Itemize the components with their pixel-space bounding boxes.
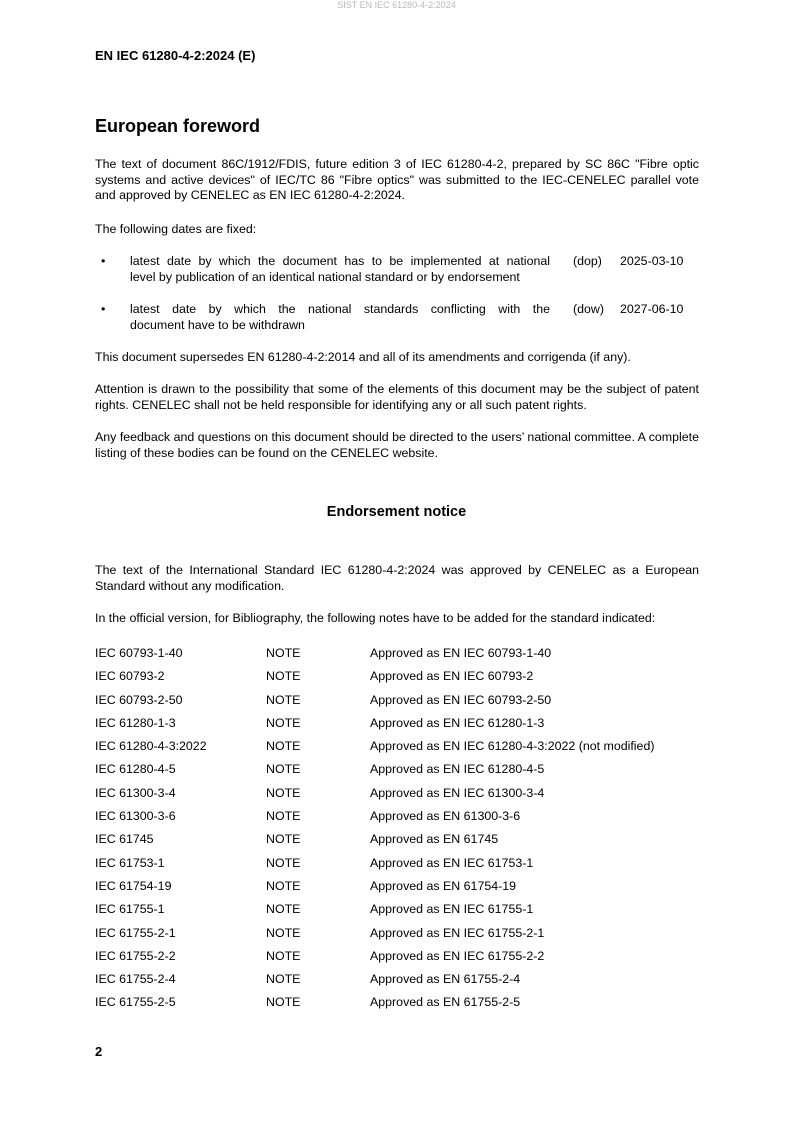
- foreword-paragraph-3: This document supersedes EN 61280-4-2:2014 and all of its amendments and corrigenda (if any).: [95, 350, 631, 364]
- note-standard: IEC 61745: [95, 832, 154, 847]
- note-label: NOTE: [266, 855, 301, 870]
- note-text: Approved as EN IEC 60793-1-40: [370, 646, 552, 660]
- note-standard: IEC 60793-2: [95, 669, 165, 684]
- date-item-line-2: level by publication of an identical national standard or by endorsement: [130, 269, 520, 284]
- foreword-paragraph-1: The text of document 86C/1912/FDIS, future edition 3 of IEC 61280-4-2, prepared by SC 86C "Fibre optic systems and active devices" of IEC/TC 86 "Fibre optics" was submitted to the IEC-CENELEC parallel vote and approved by CENELEC as EN IEC 61280-4-2:2024.: [95, 157, 699, 202]
- note-label: NOTE: [266, 739, 301, 754]
- note-standard: IEC 61755-2-1: [95, 925, 176, 940]
- note-standard: IEC 61300-3-4: [95, 785, 176, 800]
- date-item-line-1: latest date by which the national standards conflicting with the: [130, 302, 550, 316]
- note-label: NOTE: [266, 948, 301, 963]
- endorsement-paragraph-2: In the official version, for Bibliography, the following notes have to be added for the standard indicated:: [95, 611, 656, 625]
- note-standard: IEC 61753-1: [95, 855, 165, 870]
- foreword-paragraph-2: The following dates are fixed:: [95, 222, 257, 236]
- note-label: NOTE: [266, 832, 301, 847]
- note-text: Approved as EN IEC 61280-1-3: [370, 715, 545, 730]
- date-item-date: 2027-06-10: [620, 302, 684, 316]
- note-standard: IEC 61280-1-3: [95, 715, 176, 730]
- date-item-line-1: latest date by which the document has to be implemented at national: [130, 254, 550, 268]
- date-item-description: [130, 254, 550, 285]
- note-standard: IEC 61755-1: [95, 902, 165, 917]
- note-text: Approved as EN IEC 61300-3-4: [370, 785, 545, 800]
- note-standard: IEC 61280-4-5: [95, 762, 176, 777]
- foreword-heading: European foreword: [95, 116, 261, 136]
- note-text: Approved as EN IEC 61755-2-2: [370, 948, 545, 963]
- date-item-code: (dop): [573, 254, 602, 268]
- note-text: Approved as EN IEC 60793-2-50: [370, 692, 552, 707]
- page-number: 2: [95, 1044, 103, 1059]
- note-label: NOTE: [266, 692, 301, 707]
- note-text: Approved as EN IEC 61755-1: [370, 902, 534, 917]
- note-text: Approved as EN IEC 61753-1: [370, 855, 534, 870]
- note-text: Approved as EN IEC 61280-4-3:2022 (not modified): [370, 739, 655, 754]
- note-label: NOTE: [266, 995, 301, 1010]
- date-item-date: 2025-03-10: [620, 254, 684, 268]
- note-standard: IEC 61755-2-4: [95, 972, 176, 987]
- note-standard: IEC 61754-19: [95, 878, 172, 893]
- date-item-code: (dow): [573, 302, 604, 316]
- note-standard: IEC 61280-4-3:2022: [95, 739, 207, 754]
- note-label: NOTE: [266, 925, 301, 940]
- note-standard: IEC 61300-3-6: [95, 809, 176, 824]
- note-text: Approved as EN 61755-2-4: [370, 972, 521, 987]
- document-id: EN IEC 61280-4-2:2024 (E): [95, 48, 256, 63]
- note-text: Approved as EN 61755-2-5: [370, 995, 521, 1010]
- note-label: NOTE: [266, 646, 301, 660]
- note-label: NOTE: [266, 902, 301, 917]
- note-label: NOTE: [266, 785, 301, 800]
- note-label: NOTE: [266, 809, 301, 824]
- note-label: NOTE: [266, 669, 301, 684]
- note-label: NOTE: [266, 762, 301, 777]
- note-text: Approved as EN IEC 60793-2: [370, 669, 534, 684]
- bullet-icon: •: [101, 254, 106, 268]
- note-text: Approved as EN 61300-3-6: [370, 809, 521, 824]
- endorsement-heading: Endorsement notice: [326, 504, 467, 520]
- note-label: NOTE: [266, 972, 301, 987]
- note-standard: IEC 60793-2-50: [95, 692, 183, 707]
- date-item-line-2: document have to be withdrawn: [130, 317, 305, 332]
- note-text: Approved as EN IEC 61280-4-5: [370, 762, 545, 777]
- bullet-icon: •: [101, 302, 106, 316]
- note-text: Approved as EN 61745: [370, 832, 499, 847]
- note-standard: IEC 61755-2-5: [95, 995, 176, 1010]
- foreword-paragraph-4: Attention is drawn to the possibility that some of the elements of this document may be the subject of patent rights. CENELEC shall not be held responsible for identifying any or all such patent rights.: [95, 382, 699, 412]
- note-text: Approved as EN 61754-19: [370, 878, 517, 893]
- endorsement-paragraph-1: The text of the International Standard IEC 61280-4-2:2024 was approved by CENELEC as a European Standard without any modification.: [95, 563, 699, 593]
- foreword-paragraph-5: Any feedback and questions on this document should be directed to the users’ national committee. A complete listing of these bodies can be found on the CENELEC website.: [95, 430, 699, 460]
- note-label: NOTE: [266, 878, 301, 893]
- note-standard: IEC 61755-2-2: [95, 948, 176, 963]
- note-label: NOTE: [266, 715, 301, 730]
- note-standard: IEC 60793-1-40: [95, 646, 183, 660]
- watermark: SIST EN IEC 61280-4-2:2024: [337, 0, 456, 10]
- note-text: Approved as EN IEC 61755-2-1: [370, 925, 545, 940]
- date-item-description: [130, 302, 550, 333]
